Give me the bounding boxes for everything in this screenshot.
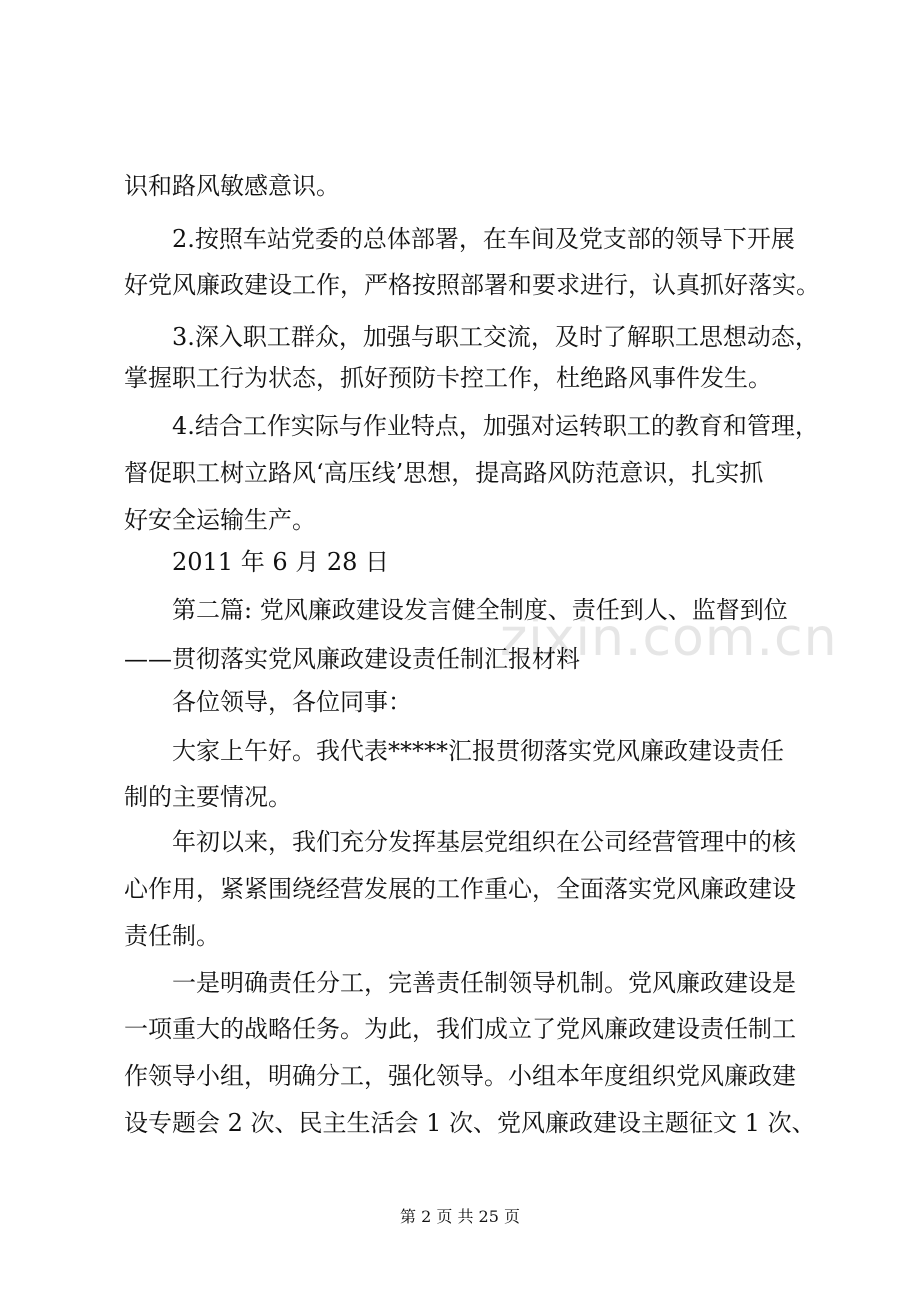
date-line: 2011 年 6 月 28 日 — [172, 548, 390, 576]
text-line: 心作用，紧紧围绕经营发展的工作重心，全面落实党风廉政建设 — [124, 875, 796, 903]
text-line: 督促职工树立路风‘高压线’思想，提高路风防范意识，扎实抓 — [124, 459, 764, 487]
section-title: 第二篇: 党风廉政建设发言健全制度、责任到人、监督到位 — [172, 596, 788, 624]
salutation: 各位领导，各位同事： — [172, 688, 412, 716]
text-line: 好党风廉政建设工作，严格按照部署和要求进行，认真抓好落实。 — [124, 271, 820, 299]
watermark: zixin.com.cn — [500, 608, 838, 668]
text-line: 制的主要情况。 — [124, 783, 292, 811]
text-line: 一是明确责任分工，完善责任制领导机制。党风廉政建设是 — [172, 969, 796, 997]
text-line: 大家上午好。我代表*****汇报贯彻落实党风廉政建设责任 — [172, 737, 784, 765]
text-line: 设专题会 2 次、民主生活会 1 次、党风廉政建设主题征文 1 次、 — [124, 1109, 816, 1137]
text-line: 掌握职工行为状态，抓好预防卡控工作，杜绝路风事件发生。 — [124, 364, 772, 392]
text-line: 3.深入职工群众，加强与职工交流，及时了解职工思想动态， — [172, 323, 819, 351]
text-line: 一项重大的战略任务。为此，我们成立了党风廉政建设责任制工 — [124, 1015, 796, 1043]
text-line: 作领导小组，明确分工，强化领导。小组本年度组织党风廉政建 — [124, 1062, 796, 1090]
text-line: 识和路风敏感意识。 — [124, 172, 340, 200]
page-number-footer: 第 2 页 共 25 页 — [400, 1207, 520, 1226]
section-subtitle: ——贯彻落实党风廉政建设责任制汇报材料 — [124, 645, 580, 673]
text-line: 4.结合工作实际与作业特点，加强对运转职工的教育和管理， — [172, 412, 819, 440]
text-line: 责任制。 — [124, 922, 220, 950]
text-line: 2.按照车站党委的总体部署，在车间及党支部的领导下开展 — [172, 225, 795, 253]
text-line: 好安全运输生产。 — [124, 506, 316, 534]
text-line: 年初以来，我们充分发挥基层党组织在公司经营管理中的核 — [172, 828, 796, 856]
